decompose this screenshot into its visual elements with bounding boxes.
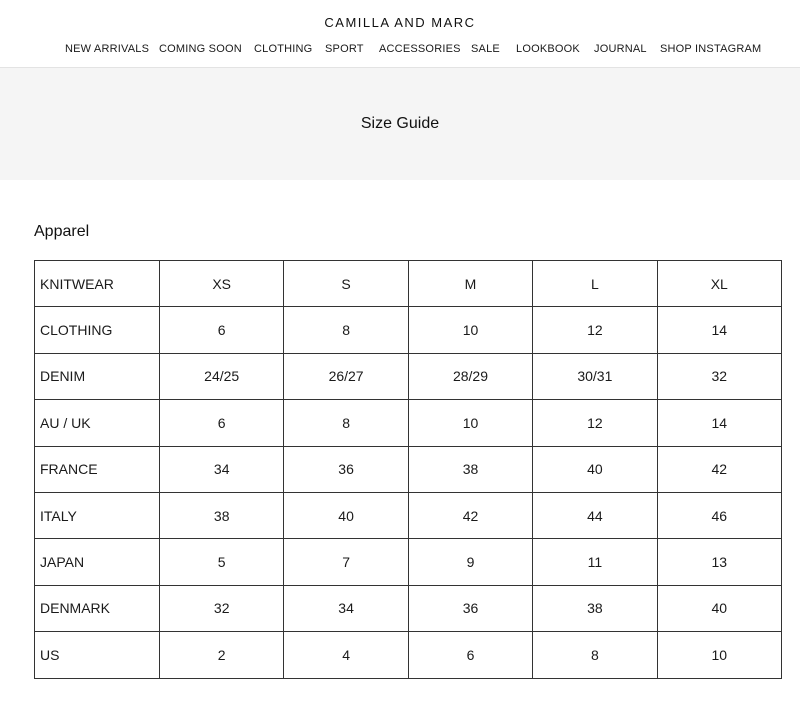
table-cell-size-l: L (533, 261, 657, 307)
nav-item-journal[interactable]: JOURNAL (594, 43, 647, 55)
table-row (35, 261, 782, 307)
table-cell-size-s: 34 (284, 585, 408, 631)
table-cell-size-m: 28/29 (408, 353, 532, 399)
table-cell-size-system-label: FRANCE (35, 446, 160, 492)
nav-item-clothing[interactable]: CLOTHING (254, 43, 313, 55)
table-row (35, 539, 782, 585)
table-row (35, 307, 782, 353)
table-cell-size-m: 38 (408, 446, 532, 492)
table-cell-size-xs: 6 (160, 400, 284, 446)
nav-item-sport[interactable]: SPORT (325, 43, 364, 55)
table-cell-size-xl: 14 (657, 307, 781, 353)
page-title: Size Guide (360, 115, 440, 132)
table-cell-size-s: 7 (284, 539, 408, 585)
table-cell-size-xs: 24/25 (160, 353, 284, 399)
site-header (0, 0, 800, 68)
nav-item-sale[interactable]: SALE (471, 43, 500, 55)
table-cell-size-l: 12 (533, 400, 657, 446)
table-cell-size-system-label: DENMARK (35, 585, 160, 631)
table-cell-size-l: 12 (533, 307, 657, 353)
table-cell-size-m: 6 (408, 632, 532, 678)
table-cell-size-xs: 6 (160, 307, 284, 353)
table-cell-size-s: 36 (284, 446, 408, 492)
table-row (35, 446, 782, 492)
table-cell-size-m: M (408, 261, 532, 307)
table-cell-size-l: 40 (533, 446, 657, 492)
table-cell-size-xs: XS (160, 261, 284, 307)
nav-item-accessories[interactable]: ACCESSORIES (379, 43, 461, 55)
table-cell-size-system-label: ITALY (35, 492, 160, 538)
nav-item-coming-soon[interactable]: COMING SOON (159, 43, 242, 55)
table-cell-size-xs: 38 (160, 492, 284, 538)
section-title: Apparel (34, 223, 90, 240)
table-cell-size-m: 42 (408, 492, 532, 538)
table-cell-size-l: 30/31 (533, 353, 657, 399)
table-row (35, 353, 782, 399)
table-cell-size-s: 8 (284, 307, 408, 353)
table-cell-size-l: 11 (533, 539, 657, 585)
table-cell-size-system-label: DENIM (35, 353, 160, 399)
table-cell-size-xs: 5 (160, 539, 284, 585)
nav-item-new-arrivals[interactable]: NEW ARRIVALS (65, 43, 150, 55)
main-nav (0, 43, 800, 57)
size-guide-table (34, 260, 782, 679)
page-hero (0, 68, 800, 180)
table-cell-size-xl: 13 (657, 539, 781, 585)
brand-logo[interactable]: CAMILLA AND MARC (324, 15, 476, 30)
table-cell-size-xl: 46 (657, 492, 781, 538)
table-row (35, 492, 782, 538)
table-cell-size-s: 8 (284, 400, 408, 446)
table-cell-size-xl: 42 (657, 446, 781, 492)
table-cell-size-system-label: JAPAN (35, 539, 160, 585)
table-cell-size-l: 44 (533, 492, 657, 538)
table-cell-size-xl: 14 (657, 400, 781, 446)
nav-item-lookbook[interactable]: LOOKBOOK (516, 43, 580, 55)
table-cell-size-m: 9 (408, 539, 532, 585)
table-cell-size-s: 40 (284, 492, 408, 538)
table-row (35, 585, 782, 631)
table-cell-size-xl: XL (657, 261, 781, 307)
table-cell-size-system-label: AU / UK (35, 400, 160, 446)
table-cell-size-system-label: CLOTHING (35, 307, 160, 353)
table-cell-size-l: 38 (533, 585, 657, 631)
table-row (35, 632, 782, 678)
table-cell-size-xl: 32 (657, 353, 781, 399)
table-row (35, 400, 782, 446)
table-cell-size-xs: 34 (160, 446, 284, 492)
table-cell-size-s: S (284, 261, 408, 307)
table-cell-size-s: 4 (284, 632, 408, 678)
table-cell-size-system-label: US (35, 632, 160, 678)
table-cell-size-m: 36 (408, 585, 532, 631)
table-cell-size-xs: 32 (160, 585, 284, 631)
table-cell-size-m: 10 (408, 307, 532, 353)
table-cell-size-s: 26/27 (284, 353, 408, 399)
table-cell-size-xl: 10 (657, 632, 781, 678)
table-cell-size-xs: 2 (160, 632, 284, 678)
table-cell-size-l: 8 (533, 632, 657, 678)
table-cell-size-system-label: KNITWEAR (35, 261, 160, 307)
nav-item-shop-instagram[interactable]: SHOP INSTAGRAM (660, 43, 762, 55)
table-cell-size-m: 10 (408, 400, 532, 446)
table-cell-size-xl: 40 (657, 585, 781, 631)
